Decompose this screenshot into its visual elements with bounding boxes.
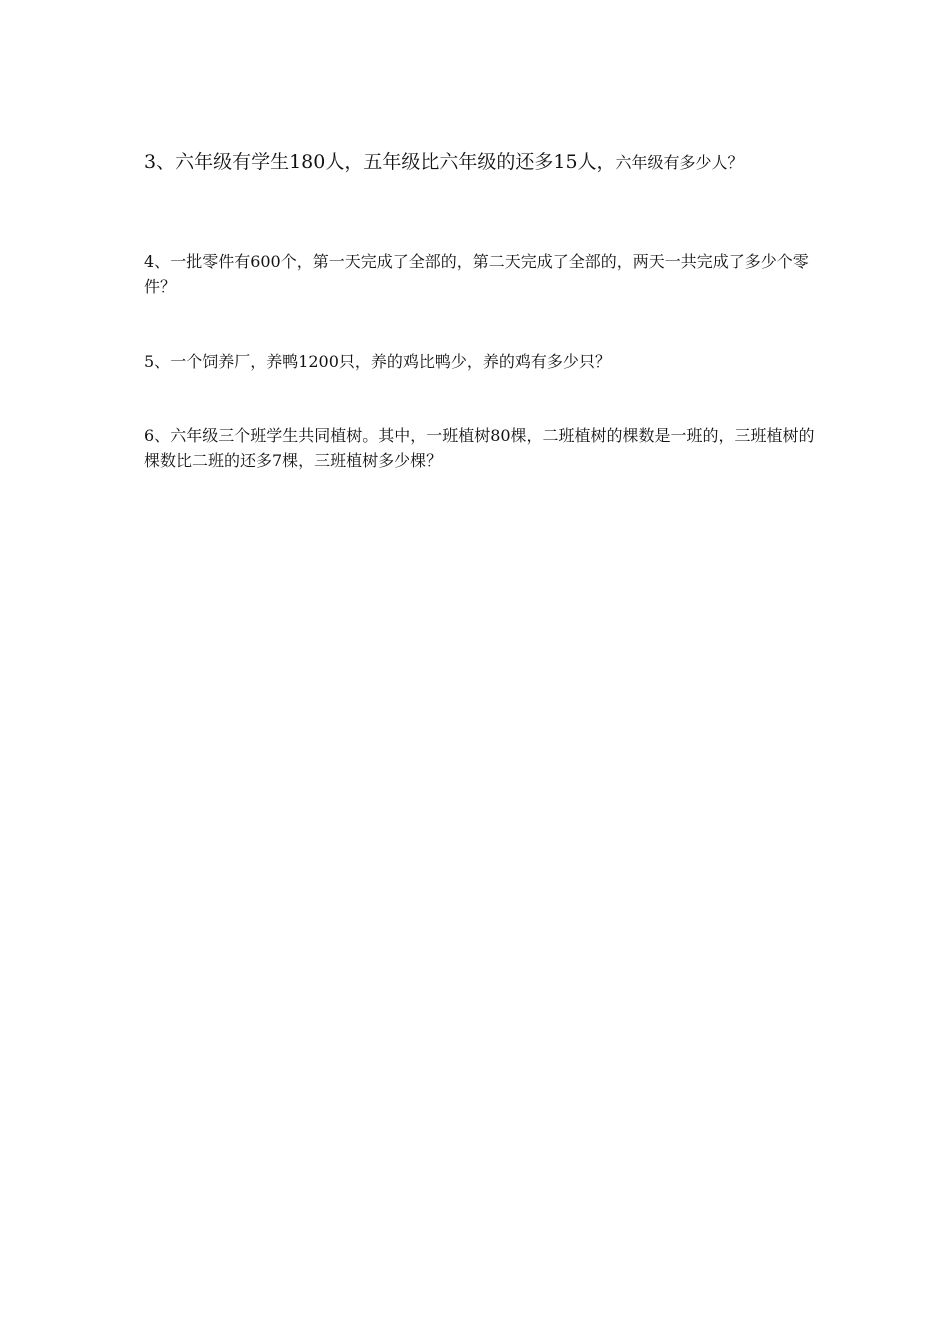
question-6 xyxy=(144,423,824,473)
question-number: 4、 xyxy=(144,252,171,271)
question-text: 六年级有学生180人，五年级比六年级的还多15人， xyxy=(175,151,616,173)
question-number: 6、 xyxy=(144,426,171,445)
question-text-tail: 六年级有多少人？ xyxy=(615,153,744,172)
question-4 xyxy=(144,249,824,299)
question-3 xyxy=(144,148,844,177)
question-number: 3、 xyxy=(144,151,176,173)
question-number: 5、 xyxy=(144,352,171,371)
question-text: 六年级三个班学生共同植树。其中，一班植树80棵，二班植树的棵数是一班的，三班植树的棵数比二班的还多7棵，三班植树多少棵？ xyxy=(144,426,815,470)
question-text: 一个饲养厂，养鸭1200只，养的鸡比鸭少，养的鸡有多少只？ xyxy=(170,352,611,371)
question-5 xyxy=(144,349,824,374)
question-text: 一批零件有600个，第一天完成了全部的，第二天完成了全部的，两天一共完成了多少个零件？ xyxy=(144,252,809,296)
